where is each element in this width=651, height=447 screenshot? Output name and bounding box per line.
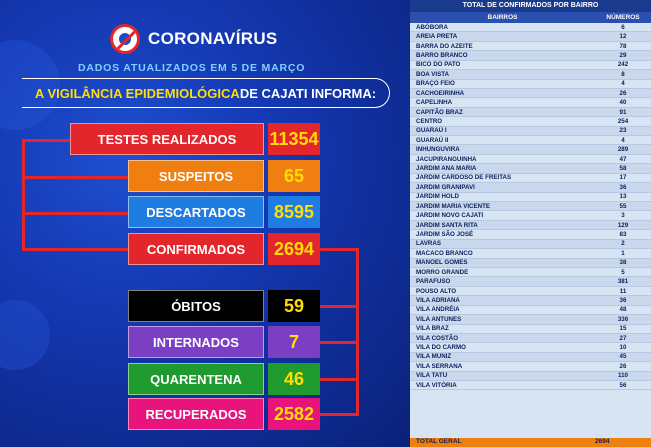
bairro-count: 45 bbox=[619, 353, 627, 361]
neighborhood-table bbox=[410, 0, 651, 447]
table-row bbox=[410, 296, 651, 305]
stat-label-confirmados: CONFIRMADOS bbox=[128, 233, 264, 265]
bairro-name: VILA ANTUNES bbox=[416, 315, 462, 323]
bairro-name: BARRO BRANCO bbox=[416, 51, 468, 59]
total-value: 2694 bbox=[595, 438, 610, 445]
stat-label-suspeitos: SUSPEITOS bbox=[128, 160, 264, 192]
table-row bbox=[410, 202, 651, 211]
bairro-count: 13 bbox=[619, 193, 627, 201]
header bbox=[110, 24, 278, 54]
table-row bbox=[410, 259, 651, 268]
connector-line bbox=[22, 139, 70, 142]
table-row bbox=[410, 32, 651, 41]
bairro-name: JARDIM HOLD bbox=[416, 193, 459, 201]
bairro-count: 36 bbox=[619, 183, 627, 191]
connector-line bbox=[22, 176, 128, 179]
bairro-count: 4 bbox=[621, 136, 625, 144]
bairro-count: 78 bbox=[619, 42, 627, 50]
table-row bbox=[410, 334, 651, 343]
bairro-count: 56 bbox=[619, 381, 627, 389]
bairro-count: 381 bbox=[617, 278, 629, 286]
bairro-count: 17 bbox=[619, 174, 627, 182]
bairro-name: JARDIM CARDOSO DE FREITAS bbox=[416, 174, 512, 182]
table-row bbox=[410, 127, 651, 136]
table-row bbox=[410, 211, 651, 220]
connector-line bbox=[320, 305, 358, 308]
table-row bbox=[410, 164, 651, 173]
bairro-count: 3 bbox=[621, 212, 625, 220]
table-row bbox=[410, 343, 651, 352]
table-row bbox=[410, 353, 651, 362]
table-row bbox=[410, 221, 651, 230]
table-row bbox=[410, 174, 651, 183]
connector-line bbox=[320, 378, 358, 381]
table-row bbox=[410, 51, 651, 60]
table-row bbox=[410, 325, 651, 334]
stat-value-testes: 11354 bbox=[268, 123, 320, 155]
bairro-name: JARDIM SÃO JOSÉ bbox=[416, 230, 474, 238]
table-row bbox=[410, 315, 651, 324]
table-row bbox=[410, 117, 651, 126]
table-row bbox=[410, 277, 651, 286]
connector-line bbox=[22, 212, 128, 215]
stat-label-recuperados: RECUPERADOS bbox=[128, 398, 264, 430]
table-total-row bbox=[410, 438, 651, 447]
column-header-numeros: NÚMEROS bbox=[606, 14, 640, 21]
stat-label-internados: INTERNADOS bbox=[128, 326, 264, 358]
table-row bbox=[410, 372, 651, 381]
bairro-count: 254 bbox=[617, 117, 629, 125]
page-title: CORONAVÍRUS bbox=[148, 29, 278, 48]
bairro-name: VILA DO CARMO bbox=[416, 344, 466, 352]
bairro-name: JARDIM SANTA RITA bbox=[416, 221, 478, 229]
table-row bbox=[410, 240, 651, 249]
stat-value-descartados: 8595 bbox=[268, 196, 320, 228]
bairro-name: VILA COSTÃO bbox=[416, 334, 459, 342]
bairro-count: 91 bbox=[619, 108, 627, 116]
bairro-count: 10 bbox=[619, 344, 627, 352]
stat-label-testes: TESTES REALIZADOS bbox=[70, 123, 264, 155]
bairro-count: 58 bbox=[619, 165, 627, 173]
table-row bbox=[410, 230, 651, 239]
bairro-count: 26 bbox=[619, 89, 627, 97]
table-row bbox=[410, 155, 651, 164]
bairro-name: MACACO BRANCO bbox=[416, 249, 473, 257]
bairro-name: JARDIM MARIA VICENTE bbox=[416, 202, 491, 210]
bairro-name: INHUNGUVIRA bbox=[416, 146, 460, 154]
bairro-count: 336 bbox=[617, 315, 629, 323]
bairro-count: 55 bbox=[619, 202, 627, 210]
update-date: DADOS ATUALIZADOS EM 5 DE MARÇO bbox=[78, 62, 306, 74]
stat-value-recuperados: 2582 bbox=[268, 398, 320, 430]
bairro-name: POUSO ALTO bbox=[416, 287, 457, 295]
bairro-name: VILA ADRIANA bbox=[416, 296, 460, 304]
table-row bbox=[410, 70, 651, 79]
table-row bbox=[410, 268, 651, 277]
bairro-count: 110 bbox=[618, 372, 628, 380]
table-row bbox=[410, 23, 651, 32]
table-title: TOTAL DE CONFIRMADOS POR BAIRRO bbox=[410, 0, 651, 12]
table-row bbox=[410, 98, 651, 107]
stat-label-quarentena: QUARENTENA bbox=[128, 363, 264, 395]
bairro-name: CENTRO bbox=[416, 117, 443, 125]
bairro-count: 289 bbox=[617, 146, 629, 154]
bairro-name: CAPITÃO BRAZ bbox=[416, 108, 463, 116]
total-label: TOTAL GERAL bbox=[416, 438, 462, 445]
bairro-count: 38 bbox=[619, 259, 627, 267]
bairro-name: VILA VITÓRIA bbox=[416, 381, 457, 389]
stat-value-suspeitos: 65 bbox=[268, 160, 320, 192]
bairro-name: MORRO GRANDE bbox=[416, 268, 469, 276]
bairro-count: 23 bbox=[619, 127, 627, 135]
table-row bbox=[410, 89, 651, 98]
bairro-count: 11 bbox=[619, 287, 627, 295]
table-row bbox=[410, 249, 651, 258]
table-row bbox=[410, 362, 651, 371]
bairro-count: 2 bbox=[621, 240, 625, 248]
stat-value-quarentena: 46 bbox=[268, 363, 320, 395]
connector-line bbox=[320, 413, 358, 416]
bairro-name: JACUPIRANGUINHA bbox=[416, 155, 477, 163]
bairro-name: CACHOEIRINHA bbox=[416, 89, 465, 97]
table-row bbox=[410, 42, 651, 51]
bairro-name: BICO DO PATO bbox=[416, 61, 461, 69]
connector-line bbox=[356, 248, 359, 416]
table-row bbox=[410, 61, 651, 70]
bairro-name: VILA BRAZ bbox=[416, 325, 449, 333]
bairro-name: BARRA DO AZEITE bbox=[416, 42, 473, 50]
table-row bbox=[410, 108, 651, 117]
bairro-count: 15 bbox=[619, 325, 627, 333]
bairro-count: 83 bbox=[619, 230, 627, 238]
bairro-count: 1 bbox=[621, 249, 625, 257]
bairro-count: 5 bbox=[621, 268, 625, 276]
bairro-name: BRAÇO FEIO bbox=[416, 80, 455, 88]
table-row bbox=[410, 136, 651, 145]
bairro-count: 40 bbox=[619, 99, 627, 107]
connector-line bbox=[22, 248, 128, 251]
bairro-name: CAPELINHA bbox=[416, 99, 453, 107]
table-row bbox=[410, 381, 651, 390]
table-body bbox=[410, 23, 651, 390]
stat-value-confirmados: 2694 bbox=[268, 233, 320, 265]
connector-line bbox=[320, 248, 358, 251]
bairro-count: 242 bbox=[617, 61, 629, 69]
table-row bbox=[410, 287, 651, 296]
table-header bbox=[410, 12, 651, 23]
table-row bbox=[410, 80, 651, 89]
stat-label-obitos: ÓBITOS bbox=[128, 290, 264, 322]
connector-line bbox=[320, 341, 358, 344]
bairro-count: 12 bbox=[619, 33, 627, 41]
bairro-count: 48 bbox=[619, 306, 627, 314]
bairro-name: VILA TATU bbox=[416, 372, 448, 380]
table-row bbox=[410, 306, 651, 315]
bairro-name: LAVRAS bbox=[416, 240, 441, 248]
bairro-name: VILA SERRANA bbox=[416, 362, 463, 370]
table-row bbox=[410, 193, 651, 202]
bairro-count: 129 bbox=[617, 221, 629, 229]
table-row bbox=[410, 183, 651, 192]
bairro-count: 8 bbox=[621, 70, 625, 78]
table-row bbox=[410, 145, 651, 154]
bairro-name: MANOEL GOMES bbox=[416, 259, 468, 267]
bairro-name: GUARAÚ II bbox=[416, 136, 449, 144]
bairro-name: VILA MUNIZ bbox=[416, 353, 452, 361]
bairro-name: GUARAÚ I bbox=[416, 127, 447, 135]
bairro-name: BOA VISTA bbox=[416, 70, 449, 78]
stat-value-internados: 7 bbox=[268, 326, 320, 358]
bairro-count: 36 bbox=[619, 296, 627, 304]
bairro-name: ABÓBORA bbox=[416, 23, 448, 31]
bairro-name: JARDIM ANA MARIA bbox=[416, 165, 477, 173]
info-banner: A VIGILÂNCIA EPIDEMIOLÓGICA DE CAJATI INFORMA: bbox=[22, 78, 390, 108]
stat-label-descartados: DESCARTADOS bbox=[128, 196, 264, 228]
bairro-name: AREIA PRETA bbox=[416, 33, 458, 41]
bairro-name: PARAFUSO bbox=[416, 278, 451, 286]
bairro-count: 27 bbox=[619, 334, 627, 342]
stat-value-obitos: 59 bbox=[268, 290, 320, 322]
no-virus-icon bbox=[110, 24, 140, 54]
bairro-name: JARDIM GRANIPAVI bbox=[416, 183, 475, 191]
bairro-name: VILA ANDRÉIA bbox=[416, 306, 460, 314]
connector-line bbox=[22, 139, 25, 251]
bairro-name: JARDIM NOVO CAJATI bbox=[416, 212, 484, 220]
bairro-count: 29 bbox=[619, 51, 627, 59]
bairro-count: 47 bbox=[619, 155, 627, 163]
bairro-count: 26 bbox=[619, 362, 627, 370]
bairro-count: 4 bbox=[621, 80, 625, 88]
column-header-bairros: BAIRROS bbox=[487, 14, 518, 21]
bairro-count: 6 bbox=[621, 23, 625, 31]
